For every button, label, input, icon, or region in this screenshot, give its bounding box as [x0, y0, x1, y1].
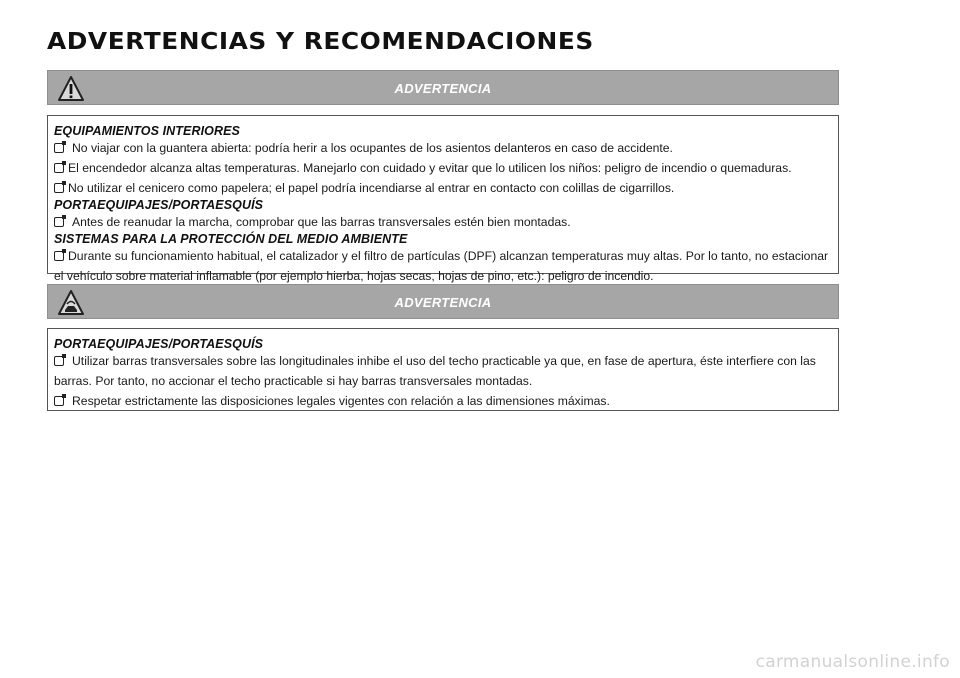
list-item: Durante su funcionamiento habitual, el catalizador y el filtro de partículas (DPF) alcanzan temperaturas muy altas. Por lo tanto, no estacionar el vehículo sobre material inflamable (por ejemplo hierba, hojas secas, hojas de pino, etc.): peligro de incendio. — [54, 249, 829, 283]
bullet-icon — [54, 217, 64, 227]
list-item: No utilizar el cenicero como papelera; el papel podría incendiarse al entrar en contacto con colillas de cigarrillos. — [54, 178, 838, 198]
warning-box-2 — [47, 328, 839, 411]
section-heading: SISTEMAS PARA LA PROTECCIÓN DEL MEDIO AMBIENTE — [54, 232, 408, 246]
watermark: carmanualsonline.info — [755, 652, 950, 672]
page-title: ADVERTENCIAS Y RECOMENDACIONES — [47, 29, 594, 55]
list-item: Antes de reanudar la marcha, comprobar que las barras transversales estén bien montadas. — [54, 212, 838, 232]
bullet-icon — [54, 183, 64, 193]
list-item: Respetar estrictamente las disposiciones legales vigentes con relación a las dimensiones máximas. — [54, 391, 838, 411]
bullet-icon — [54, 143, 64, 153]
warning-band-title: ADVERTENCIA — [394, 81, 492, 96]
warning-band-1 — [47, 70, 839, 105]
section-heading: EQUIPAMIENTOS INTERIORES — [54, 124, 240, 138]
bullet-icon — [54, 163, 64, 173]
bullet-icon — [54, 396, 64, 406]
section-heading: PORTAEQUIPAJES/PORTAESQUÍS — [54, 337, 264, 351]
warning-band-title: ADVERTENCIA — [394, 295, 492, 310]
list-item: El encendedor alcanza altas temperaturas. Manejarlo con cuidado y evitar que lo utilicen los niños: peligro de incendio o quemaduras. — [54, 158, 838, 178]
warning-box-1 — [47, 115, 839, 283]
section-heading: PORTAEQUIPAJES/PORTAESQUÍS — [54, 198, 264, 212]
bullet-icon — [54, 251, 64, 261]
warning-band-2 — [47, 284, 839, 319]
list-item: No viajar con la guantera abierta: podría herir a los ocupantes de los asientos delanteros en caso de accidente. — [54, 138, 838, 158]
bullet-icon — [54, 356, 64, 366]
list-item: Utilizar barras transversales sobre las longitudinales inhibe el uso del techo practicable ya que, en fase de apertura, éste interfiere con las barras. Por tanto, no accionar el techo practicable si hay barras transversales montadas. — [54, 354, 816, 388]
